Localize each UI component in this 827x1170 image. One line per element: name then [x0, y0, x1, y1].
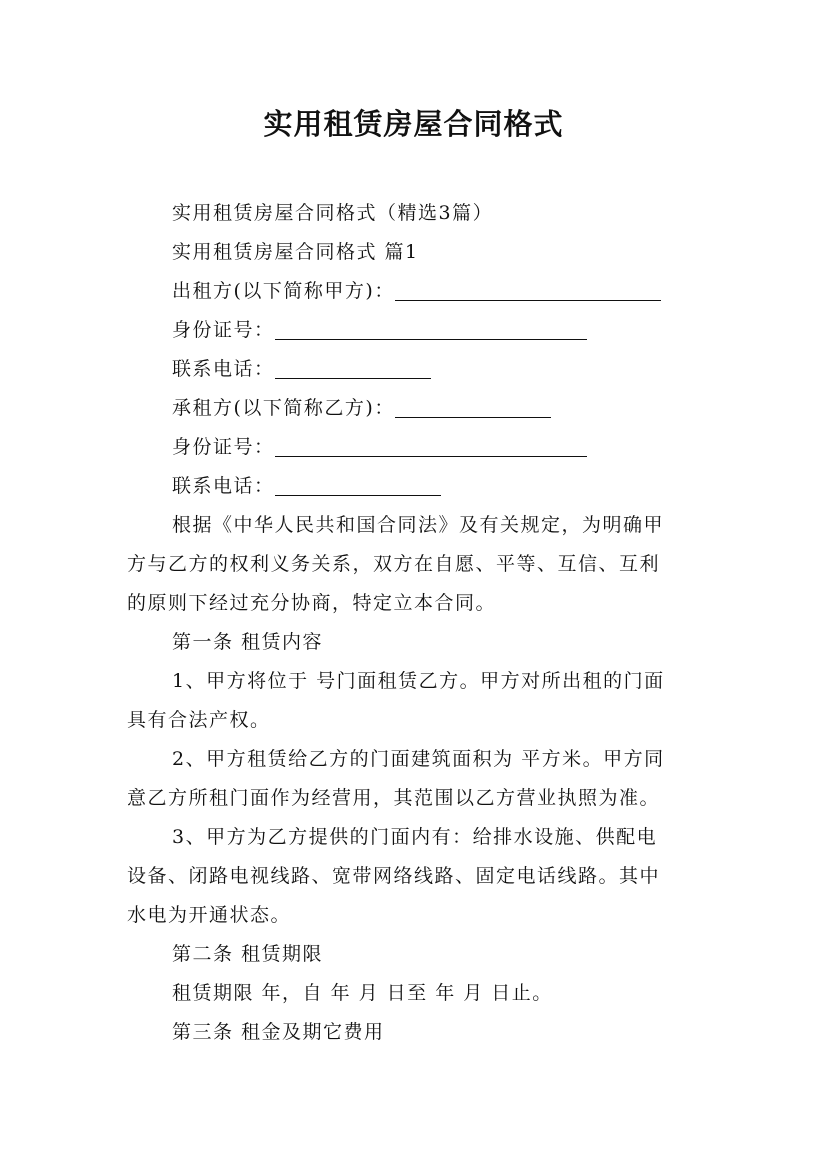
article2-heading: 第二条 租赁期限: [172, 943, 324, 965]
article1-heading: 第一条 租赁内容: [172, 631, 324, 653]
lessor-phone-label: 联系电话：: [172, 358, 275, 380]
lessee-id-line: [172, 432, 772, 459]
preamble-line-1: 根据《中华人民共和国合同法》及有关规定，为明确甲: [172, 514, 665, 536]
lessee-id-label: 身份证号：: [172, 436, 275, 458]
lessee-label: 承租方(以下简称乙方)：: [172, 397, 395, 419]
section-heading: 实用租赁房屋合同格式 篇1: [172, 241, 419, 263]
lessor-label: 出租方(以下简称甲方)：: [172, 280, 395, 302]
lessor-id-line: [172, 315, 772, 342]
clause3-line-3: 水电为开通状态。: [127, 904, 292, 926]
clause1-line-2: 具有合法产权。: [127, 709, 271, 731]
clause3-line-1: 3、甲方为乙方提供的门面内有：给排水设施、供配电: [172, 826, 658, 848]
intro-heading: 实用租赁房屋合同格式（精选3篇）: [172, 202, 494, 224]
lessor-line: [172, 276, 772, 303]
lessor-phone-blank: [275, 360, 431, 379]
lessee-line: [172, 393, 772, 420]
clause1-line-1: 1、甲方将位于 号门面租赁乙方。甲方对所出租的门面: [172, 670, 665, 692]
lessor-blank: [395, 282, 661, 301]
lessee-phone-blank: [275, 477, 441, 496]
clause2-line-2: 意乙方所租门面作为经营用，其范围以乙方营业执照为准。: [127, 787, 661, 809]
lessor-id-blank: [275, 321, 587, 340]
clause2-line-1: 2、甲方租赁给乙方的门面建筑面积为 平方米。甲方同: [172, 748, 665, 770]
preamble-line-3: 的原则下经过充分协商，特定立本合同。: [127, 592, 497, 614]
lessee-blank: [395, 399, 551, 418]
lessor-id-label: 身份证号：: [172, 319, 275, 341]
lessee-id-blank: [275, 438, 587, 457]
article2-text: 租赁期限 年，自 年 月 日至 年 月 日止。: [172, 982, 553, 1004]
lessee-phone-label: 联系电话：: [172, 475, 275, 497]
preamble-line-2: 方与乙方的权利义务关系，双方在自愿、平等、互信、互利: [127, 553, 661, 575]
document-title: 实用租赁房屋合同格式: [263, 107, 564, 141]
lessor-phone-line: [172, 354, 772, 381]
article3-heading: 第三条 租金及期它费用: [172, 1021, 385, 1043]
lessee-phone-line: [172, 471, 772, 498]
clause3-line-2: 设备、闭路电视线路、宽带网络线路、固定电话线路。其中: [127, 865, 661, 887]
